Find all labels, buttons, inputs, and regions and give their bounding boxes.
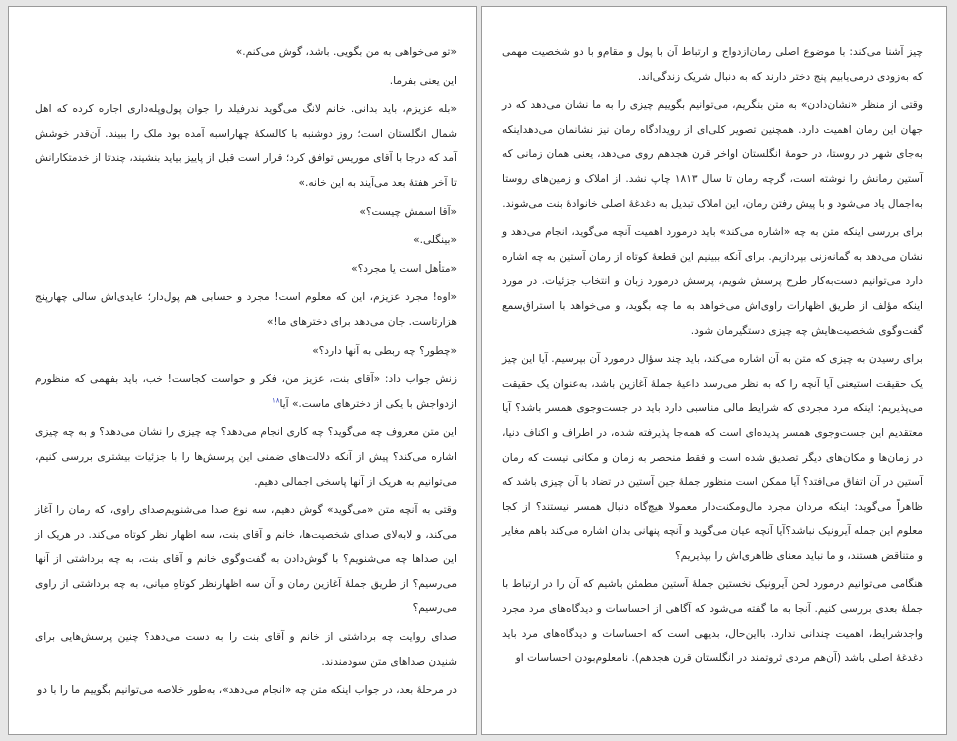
paragraph: صدای روایت چه برداشتی از خانم و آقای بنت را به دست می‌دهد؟ چنین پرسش‌هایی برای شنیدن صداهای متن سودمندند.	[35, 631, 457, 668]
footnote-marker[interactable]: ۱۸	[271, 396, 280, 405]
paragraph-with-footnote	[35, 367, 457, 416]
left-page-text	[35, 40, 457, 703]
paragraph: این متن معروف چه می‌گوید؟ چه کاری انجام می‌دهد؟ چه چیزی را نشان می‌دهد؟ و به چه چیزی اشاره می‌کند؟ پیش از آنکه دلالت‌های ضمنی این پرسش‌ها را با جزئیات بیشتری بررسی کنیم، می‌توانیم به هریک از آنها پاسخی اجمالی دهیم.	[35, 426, 457, 488]
left-page	[8, 6, 477, 735]
paragraph: «بله عزیزم، باید بدانی. خانم لانگ می‌گوید ندرفیلد را جوان پول‌وپله‌داری اجاره کرده که اهل شمال انگلستان است؛ روز دوشنبه با کالسکهٔ چهاراسبه آمده بود ملک را ببیند. آن‌قدر خوشش آمد که درجا با آقای موریس توافق کرد؛ قرار است قبل از پاییز بیاید بنشیند، چندتا از خدمتکارانش تا آخر هفتهٔ بعد می‌آیند به این خانه.»	[35, 103, 457, 189]
paragraph: «چطور؟ چه ربطی به آنها دارد؟»	[312, 344, 457, 357]
right-page	[481, 6, 947, 735]
paragraph: «بینگلی.»	[413, 234, 457, 247]
paragraph: «آقا اسمش چیست؟»	[359, 205, 457, 218]
paragraph: «تو می‌خواهی به من بگویی. باشد، گوش می‌کنم.»	[235, 46, 457, 58]
paragraph: این یعنی بفرما.	[389, 74, 457, 87]
paragraph: در مرحلهٔ بعد، در جواب اینکه متن چه «انجام می‌دهد»، به‌طور خلاصه می‌توانیم بگوییم ما را با دو	[37, 684, 457, 697]
paragraph: وقتی به آنچه متن «می‌گوید» گوش دهیم، سه نوع صدا می‌شنویم‌صدای راوی، که رمان را آغاز می‌کند، و لابه‌لای صدای شخصیت‌ها، خانم و آقای بنت، سه اظهار نظر کوتاه می‌کند. در هریک از این صداها چه می‌شنویم؟ با گوش‌دادن به گفت‌وگوی خانم و آقای بنت، به چه برداشتی از آنها می‌رسیم؟ از طریق جملهٔ آغازین رمان و آن سه اظهارنظر کوتاهِ میانی، به چه برداشتی از راوی می‌رسیم؟	[35, 504, 457, 615]
paragraph: «اوه! مجرد عزیزم، این که معلوم است! مجرد و حسابی هم پول‌دار؛ عایدی‌اش سالی چهارپنج هزارتاست. جان می‌دهد برای دخترهای ما!»	[35, 291, 457, 328]
paragraph-text: زنش جواب داد: «آقای بنت، عزیز من، فکر و حواست کجاست! خب، باید بفهمی که منظورم ازدواجش با یکی از دخترهای ماست.» آیا	[35, 373, 457, 410]
paragraph: وقتی از منظر «نشان‌دادن» به متن بنگریم، می‌توانیم بگوییم چیزی را به ما نشان می‌دهد که در جهان این رمان اهمیت دارد. همچنین تصویر کلی‌ای از رویدادگاه رمان نیز نشانمان می‌دهداینکه به‌جای شهر در روستا، در حومهٔ انگلستان اواخر قرن هجدهم روی می‌دهد، یعنی همان زمانی که آستین رمانش را نوشته است، گرچه رمان تا سال ۱۸۱۳ چاپ نشد. از املاک و زمین‌های روستا به‌اجمال یاد می‌شود و با پیش رفتن رمان، این املاک تبدیل به دغدغهٔ اصلی خانوادهٔ بنت می‌شوند.	[502, 99, 923, 210]
paragraph: «متأهل است یا مجرد؟»	[351, 262, 457, 275]
paragraph: هنگامی می‌توانیم درمورد لحن آیرونیک نخستین جملهٔ آستین مطمئن باشیم که آن را در ارتباط با جملهٔ بعدی بررسی کنیم. آنجا به ما گفته می‌شود که آگاهی از احساسات و دیدگاه‌های مرد مجرد واجدشرایط، اهمیت چندانی ندارد. بااین‌حال، بدیهی است که احساسات و دیدگاه‌های مرد باید دغدغهٔ اصلی باشد (آن‌هم مردی ثروتمند در انگلستان قرن هجدهم). نامعلوم‌بودن احساسات او	[502, 578, 923, 665]
paragraph: چیز آشنا می‌کند: با موضوع اصلی رمان‌ازدواج و ارتباط آن با پول و مقام‌و با دو شخصیت مهمی که به‌زودی درمی‌یابیم پنج دختر دارند که به دنبال شریک زندگی‌اند.	[502, 46, 923, 83]
paragraph: برای رسیدن به چیزی که متن به آن اشاره می‌کند، باید چند سؤال درمورد آن بپرسیم. آیا این چیز یک حقیقت استیعنی آیا آنچه را که به نظر می‌رسد داعیهٔ جملهٔ آغازین باشد، به‌عنوان یک حقیقت می‌پذیریم: اینکه مرد مجردی که شرایط مالی مناسبی دارد باید در جست‌وجوی همسر باشد؟ آیا معتقدیم این جست‌وجوی همسر پدیده‌ای است که همه‌جا پذیرفته شده، در اطراف و اکناف دنیا، در زمان‌ها و مکان‌های دیگر تصدیق شده است و فقط منحصر به زمان و مکانی نیست که رمان آستین در آن اتفاق می‌افتد؟ آیا ممکن است منظور جملهٔ جین آستین در تضاد با آن چیزی باشد که ظاهراً می‌گوید: اینکه مردان مجرد مال‌ومکنت‌دار معمولا هیچ‌گاه دنبال همسر نیستند؟ از کجا معلوم این جمله آیرونیک نباشد؟آیا آنچه عیان می‌گوید و آنچه پنهانی بدان اشاره می‌کند باهم مغایر و متناقض هستند، و ما نباید معنای ظاهری‌اش را بپذیریم؟	[502, 353, 923, 562]
right-page-text	[502, 40, 923, 671]
paragraph: برای بررسی اینکه متن به چه «اشاره می‌کند» باید درمورد اهمیت آنچه می‌گوید، انجام می‌دهد و نشان می‌دهد به گمانه‌زنی بپردازیم. برای آنکه ببینیم این قطعهٔ کوتاه از رمان آستین به چه اشاره دارد می‌توانیم دست‌به‌کار طرح پرسش شویم، پرسش درمورد زبان و انتخاب جزئیات. در مورد اینکه مؤلف از طریق اظهارات راوی‌اش می‌خواهد به ما چه بگوید، و می‌خواهد با استراق‌سمع گفت‌وگوی شخصیت‌هایش چه چیزی دستگیرمان شود.	[502, 226, 923, 337]
